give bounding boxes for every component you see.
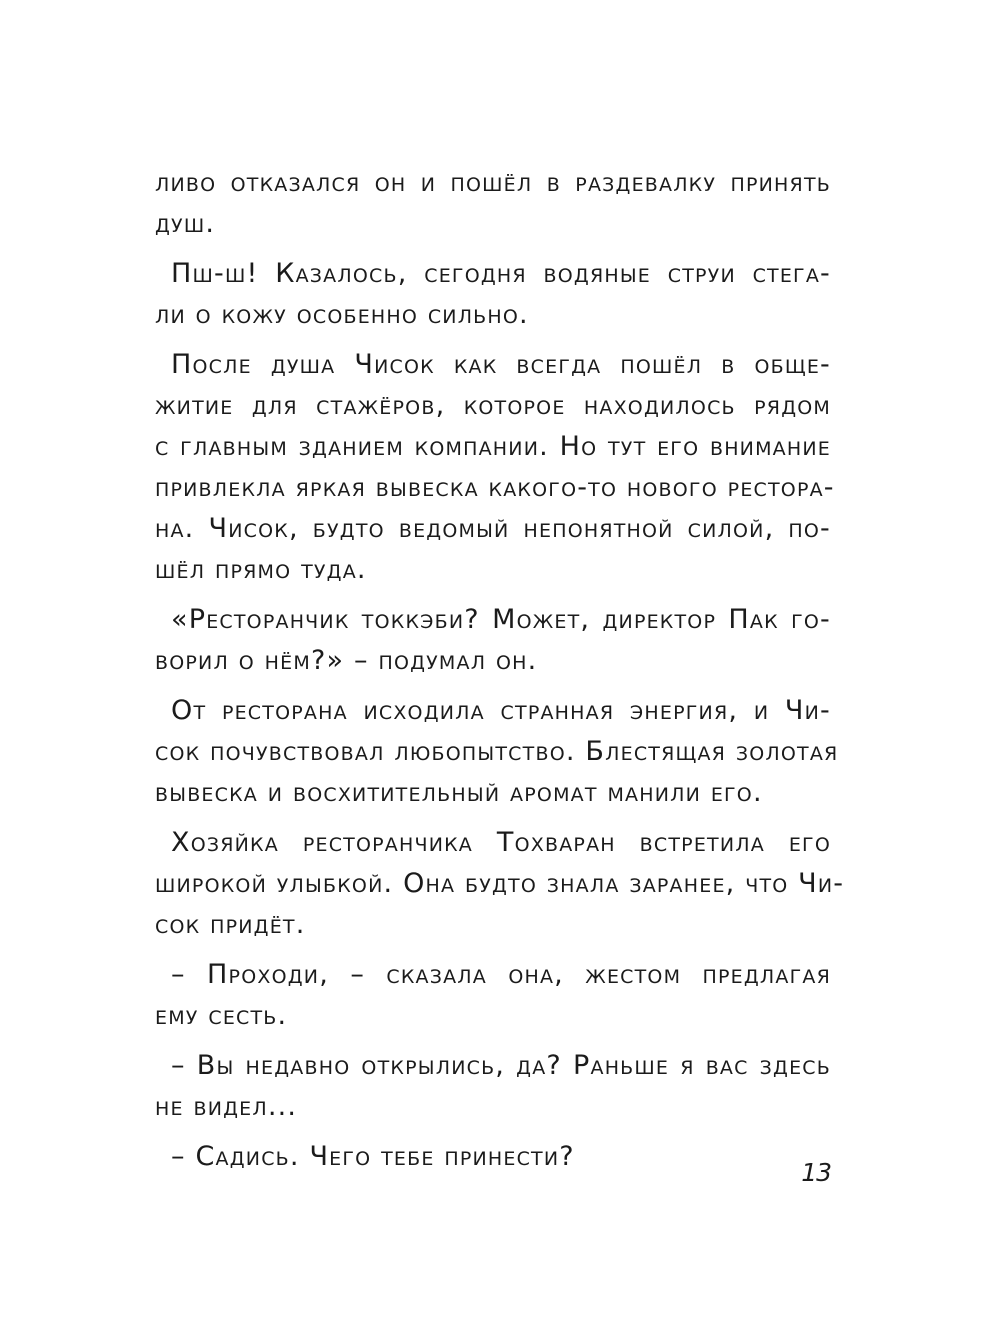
text-line: вывеска и восхитительный аромат манили его. [155, 777, 763, 808]
text-line: широкой улыбкой. Она будто знала заранее, что Чи- [155, 868, 845, 899]
text-line: ли о кожу особенно сильно. [155, 299, 529, 330]
page-number: 13 [801, 1158, 831, 1187]
body-text [155, 162, 845, 1177]
text-line: шёл прямо туда. [155, 554, 367, 585]
text-line: не видел... [155, 1091, 298, 1122]
text-line: с главным зданием компании. Но тут его внимание [155, 431, 831, 462]
text-line: душ. [155, 208, 216, 239]
text-line: – Проходи, – сказала она, жестом предлагая [171, 959, 831, 990]
text-line: Пш-ш! Казалось, сегодня водяные струи стега- [171, 258, 831, 289]
text-line: на. Чисок, будто ведомый непонятной силой, по- [155, 513, 831, 544]
text-line: ворил о нём?» – подумал он. [155, 645, 538, 676]
text-line: сок придёт. [155, 909, 306, 940]
text-line: житие для стажёров, которое находилось рядом [155, 390, 831, 421]
text-line: ему сесть. [155, 1000, 288, 1031]
text-line: – Вы недавно открылись, да? Раньше я вас здесь [171, 1050, 831, 1081]
text-line: – Садись. Чего тебе принести? [171, 1141, 575, 1172]
text-line: Хозяйка ресторанчика Тохваран встретила его [171, 827, 831, 858]
text-line: привлекла яркая вывеска какого-то нового рестора- [155, 472, 835, 503]
text-line: «Ресторанчик токкэби? Может, директор Пак го- [171, 604, 831, 635]
text-line: сок почувствовал любопытство. Блестящая золотая [155, 736, 839, 767]
text-line: От ресторана исходила странная энергия, и Чи- [171, 695, 831, 726]
text-line: ливо отказался он и пошёл в раздевалку принять [155, 167, 831, 198]
text-line: После душа Чисок как всегда пошёл в обще- [171, 349, 831, 380]
